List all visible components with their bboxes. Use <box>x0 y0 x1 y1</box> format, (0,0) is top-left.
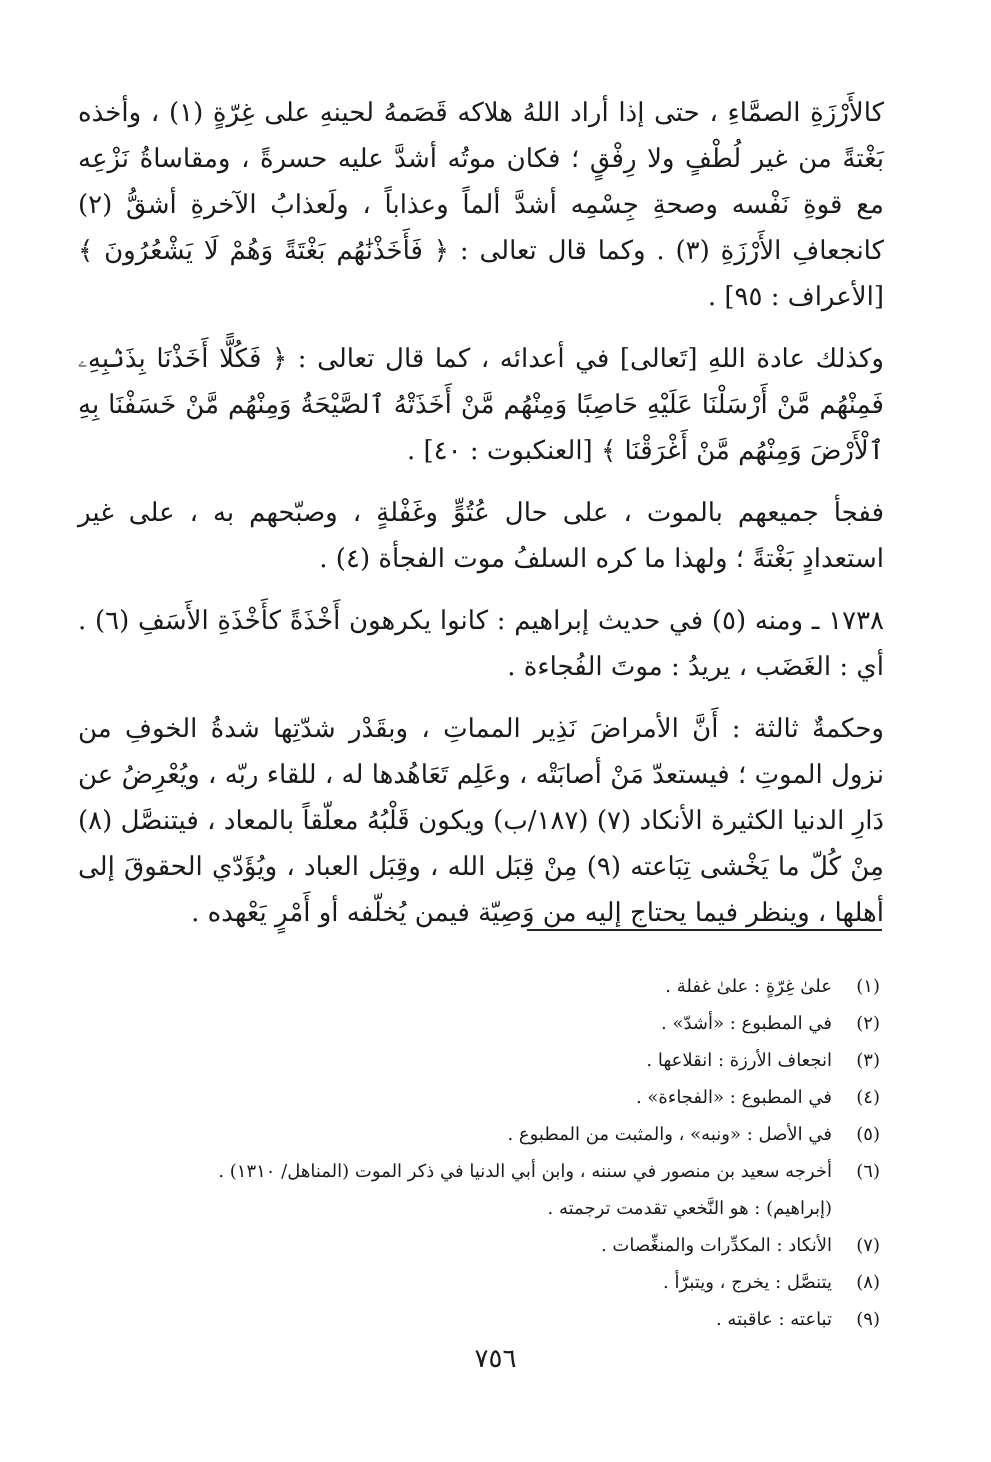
footnote-number: (١) <box>856 976 880 997</box>
paragraph-2: وكذلك عادة اللهِ [تَعالى] في أعدائه ، كما قال تعالى : ﴿ فَكُلًّا أَخَذْنَا بِذَنۢبِهِۦ فَمِنْهُم مَّنْ أَرْسَلْنَا عَلَيْهِ حَاصِبًا وَمِنْهُم مَّنْ أَخَذَتْهُ ٱلصَّيْحَةُ وَمِنْهُم مَّنْ خَسَفْنَا بِهِ ٱلْأَرْضَ وَمِنْهُم مَّنْ أَغْرَقْنَا ﴾ [العنكبوت : ٤٠] . <box>78 344 884 466</box>
paragraph-3: ففجأ جميعهم بالموت ، على حال عُتُوٍّ وغَفْلةٍ ، وصبّحهم به ، على غير استعدادٍ بَغْتةً ؛ ولهذا ما كره السلفُ موت الفجأة (٤) . <box>78 498 884 574</box>
footnote-number <box>832 1190 880 1227</box>
footnote-text: تباعته : عاقبته . <box>715 1309 832 1330</box>
footnote-item <box>100 1153 880 1190</box>
footnote-number: (٦) <box>856 1161 880 1182</box>
paragraph-4: ١٧٣٨ ـ ومنه (٥) في حديث إبراهيم : كانوا يكرهون أَخْذَةً كأَخْذَةِ الأَسَفِ (٦) . أي : الغَضَب ، يريدُ : موتَ الفُجاءة . <box>78 606 884 682</box>
footnote-item <box>100 1116 880 1153</box>
footnote-text: (إبراهيم) : هو النَّخعي تقدمت ترجمته . <box>547 1198 832 1219</box>
footnote-text: في المطبوع : «أشدّ» . <box>661 1013 832 1034</box>
footnote-item <box>100 1005 880 1042</box>
footnote-number: (٧) <box>856 1235 880 1256</box>
paragraph-5: وحكمةٌ ثالثة : أَنَّ الأمراضَ نَذِير المماتِ ، وبقَدْر شدّتِها شدةُ الخوفِ من نزول الموتِ ؛ فيستعدّ مَنْ أصابَتْه ، وعَلِم تَعَاهُدها له ، للقاء ربّه ، ويُعْرِضُ عن دَارِ الدنيا الكثيرة الأنكاد (٧) (١٨٧/ب) ويكون قَلْبُهُ معلّقاً بالمعاد ، فيتنصَّل (٨) مِنْ كُلّ ما يَخْشى تِبَاعته (٩) مِنْ قِبَل الله ، وقِبَل العباد ، ويُؤَدّي الحقوقَ إلى أهلها ، وينظر فيما يحتاج إليه من وَصِيّة فيمن يُخلّفه أو أَمْرٍ يَعْهده . <box>78 714 884 928</box>
footnote-separator <box>527 929 882 931</box>
footnote-item <box>100 1042 880 1079</box>
footnote-number: (٥) <box>856 1124 880 1145</box>
footnote-text: الأنكاد : المكدِّرات والمنغِّصات . <box>600 1235 832 1256</box>
footnote-item <box>100 1301 880 1338</box>
footnotes <box>100 968 880 1338</box>
footnote-number: (٢) <box>856 1013 880 1034</box>
paragraph-1: كالأَرْزَةِ الصمَّاءِ ، حتى إذا أراد اللهُ هلاكه قَصَمهُ لحينهِ على غِرّةٍ (١) ، وأخذه بَغْتةً من غير لُطْفٍ ولا رِفْقٍ ؛ فكان موتُه أشدَّ عليه حسرةً ، ومقاساةُ نَزْعِه مع قوةِ نَفْسه وصحةِ جِسْمِه أشدَّ ألماً وعذاباً ، ولَعذابُ الآخرةِ أشقُّ (٢) كانجعافِ الأَرْزَةِ (٣) . وكما قال تعالى : ﴿ فَأَخَذْنَٰهُم بَغْتَةً وَهُمْ لَا يَشْعُرُونَ ﴾ [الأعراف : ٩٥] . <box>78 98 884 312</box>
footnote-item <box>100 968 880 1005</box>
footnote-text: يتنصَّل : يخرج ، ويتبرّأ . <box>663 1272 832 1293</box>
footnote-text: علىٰ غِرّةٍ : علىٰ غفلة . <box>665 976 832 997</box>
footnote-item <box>100 1079 880 1116</box>
footnote-number: (٣) <box>856 1050 880 1071</box>
main-text <box>78 90 884 952</box>
footnote-text: انجعاف الأرزة : انقلاعها . <box>646 1050 832 1071</box>
footnote-number: (٤) <box>856 1087 880 1108</box>
footnote-text: في الأصل : «ونبه» ، والمثبت من المطبوع . <box>507 1124 832 1145</box>
footnote-text: في المطبوع : «الفجاءة» . <box>635 1087 832 1108</box>
footnote-item <box>100 1190 880 1227</box>
footnote-item <box>100 1227 880 1264</box>
page-number: ٧٥٦ <box>474 1344 517 1374</box>
footnote-number: (٨) <box>856 1272 880 1293</box>
footnote-item <box>100 1264 880 1301</box>
footnote-text: أخرجه سعيد بن منصور في سننه ، وابن أبي الدنيا في ذكر الموت (المناهل/ ١٣١٠) . <box>218 1161 832 1182</box>
footnote-number: (٩) <box>856 1309 880 1330</box>
